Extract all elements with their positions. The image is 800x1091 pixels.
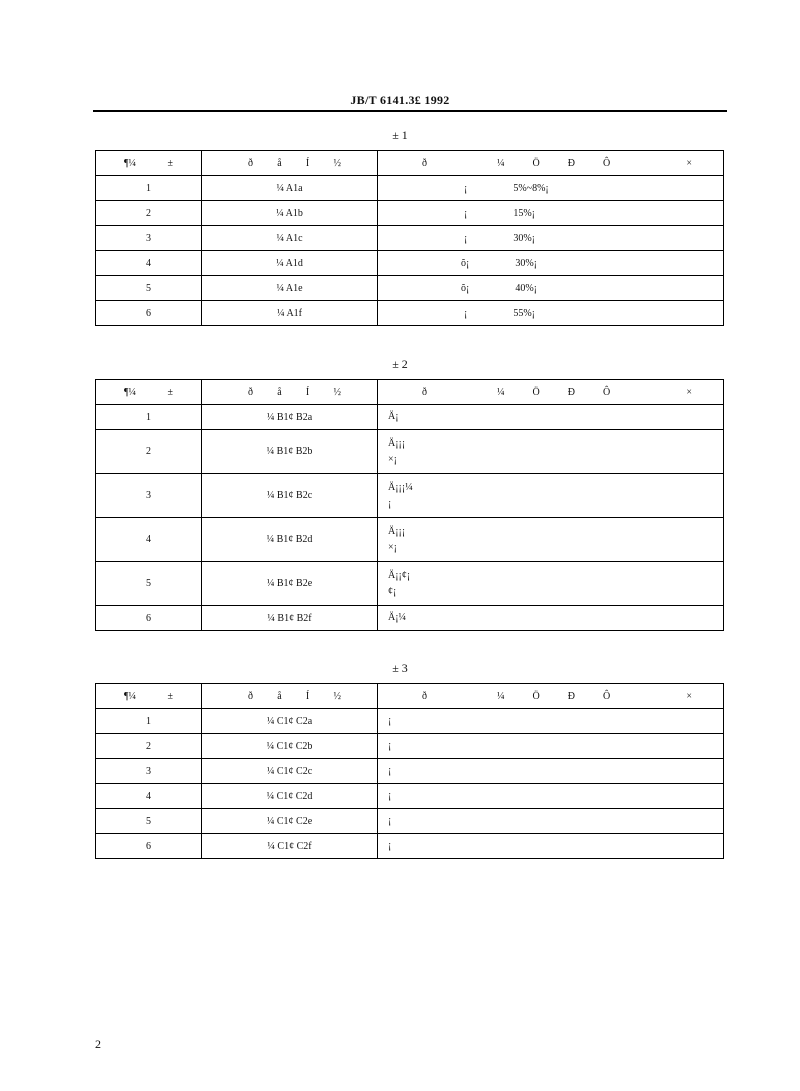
table2-header-col3: ð ¼ Ö Ð Ô ×: [378, 380, 724, 405]
table3-header-col2: ð å Í ½: [202, 684, 378, 709]
table-row: 3 ¼ A1c ¡ 30%¡: [96, 226, 724, 251]
table1-header-row: [96, 151, 724, 176]
table-row: 5 ¼ C1¢ C2e ¡: [96, 809, 724, 834]
table1-caption: ± 1: [392, 128, 408, 142]
page-number: 2: [95, 1037, 101, 1051]
table3-header-col3: ð ¼ Ö Ð Ô ×: [378, 684, 724, 709]
table2-header-col1: ¶¼ ±: [96, 380, 202, 405]
table-row: 3 ¼ B1¢ B2c Ä¡¡¡¼ ¡: [96, 474, 724, 518]
table-row: 1 ¼ A1a ¡ 5%~8%¡: [96, 176, 724, 201]
table3-header-col1: ¶¼ ±: [96, 684, 202, 709]
table-row: 1 ¼ B1¢ B2a Ä¡: [96, 405, 724, 430]
table1-header-col2: ð å Í ½: [202, 151, 378, 176]
table-row: 1 ¼ C1¢ C2a ¡: [96, 709, 724, 734]
table-row: 4 ¼ B1¢ B2d Ä¡¡¡ ×¡: [96, 518, 724, 562]
header-rule: [93, 110, 727, 112]
table-row: 5 ¼ B1¢ B2e Ä¡¡¢¡ ¢¡: [96, 562, 724, 606]
table-row: 2 ¼ C1¢ C2b ¡: [96, 734, 724, 759]
table1-header-col1: ¶¼ ±: [96, 151, 202, 176]
table-row: 2 ¼ A1b ¡ 15%¡: [96, 201, 724, 226]
table-row: 6 ¼ C1¢ C2f ¡: [96, 834, 724, 859]
table2-header-row: [96, 380, 724, 405]
table-row: 6 ¼ A1f ¡ 55%¡: [96, 301, 724, 326]
table-row: 2 ¼ B1¢ B2b Ä¡¡¡ ×¡: [96, 430, 724, 474]
table1-header-col3: ð ¼ Ö Ð Ô ×: [378, 151, 724, 176]
table-row: 6 ¼ B1¢ B2f Ä¡¼: [96, 606, 724, 631]
table2: [95, 379, 724, 631]
table-row: 3 ¼ C1¢ C2c ¡: [96, 759, 724, 784]
table3-header-row: [96, 684, 724, 709]
table3-caption: ± 3: [392, 661, 408, 675]
document-header-title: JB/T 6141.3£ 1992: [350, 93, 450, 107]
table-row: 5 ¼ A1e õ¡ 40%¡: [96, 276, 724, 301]
table1: [95, 150, 724, 326]
table2-header-col2: ð å Í ½: [202, 380, 378, 405]
table3: [95, 683, 724, 859]
table-row: 4 ¼ C1¢ C2d ¡: [96, 784, 724, 809]
table2-caption: ± 2: [392, 357, 408, 371]
table-row: 4 ¼ A1d õ¡ 30%¡: [96, 251, 724, 276]
